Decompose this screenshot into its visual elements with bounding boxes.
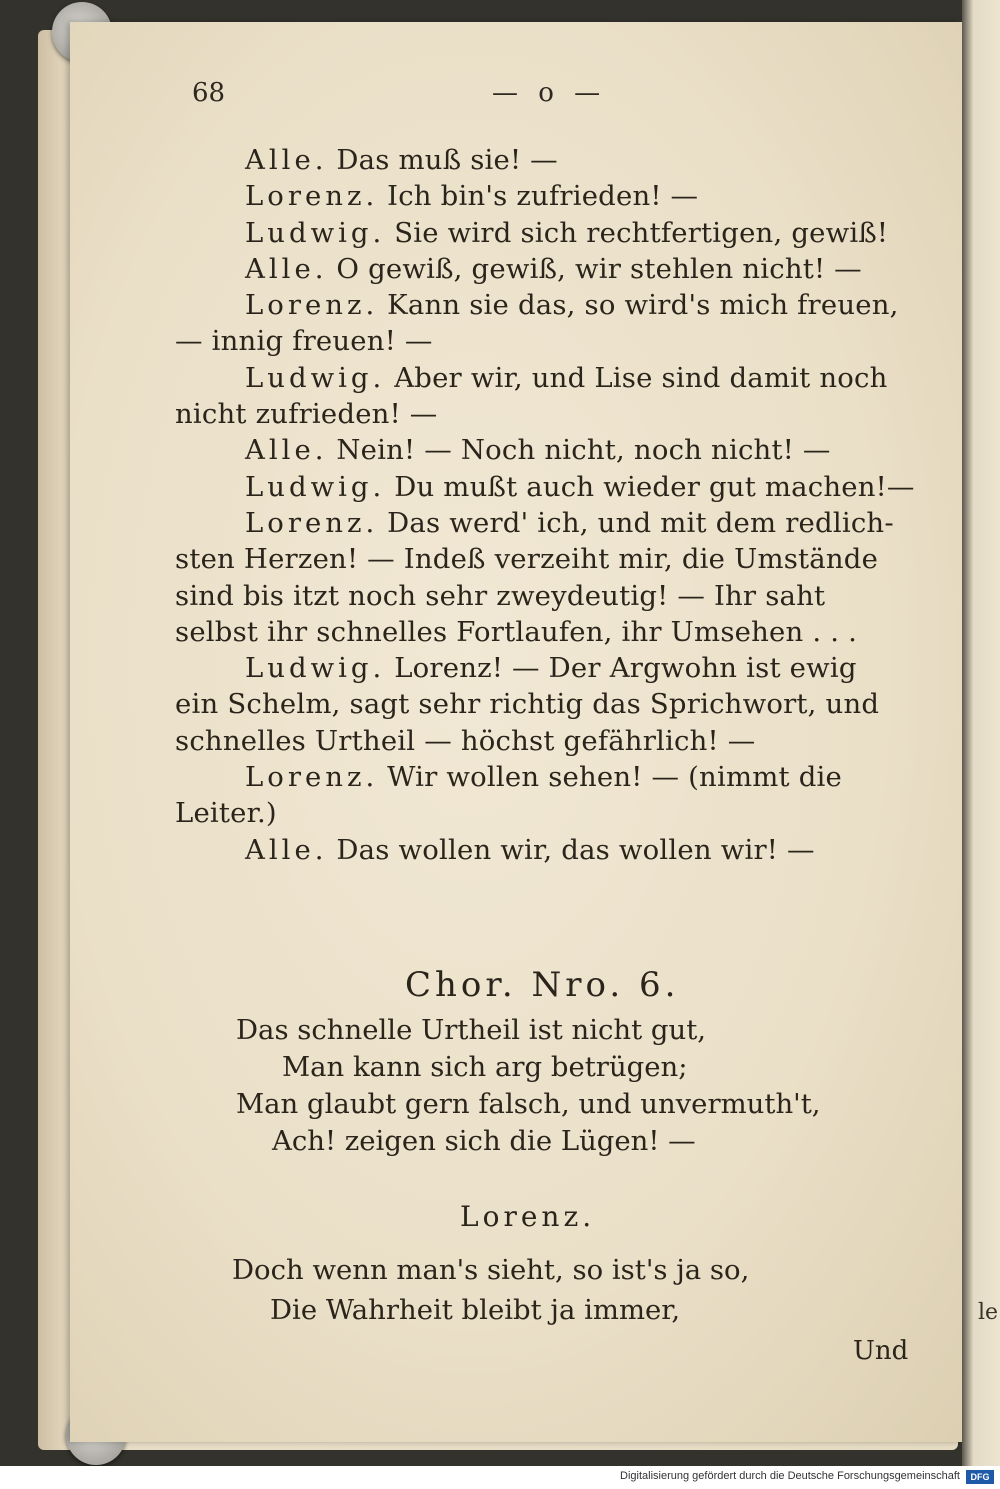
dialogue-text: ein Schelm, sagt sehr richtig das Sprichwort, und: [175, 688, 880, 721]
speaker-name: Lorenz.: [245, 289, 379, 322]
running-head: — o —: [492, 78, 607, 108]
song-speaker-heading: Lorenz.: [460, 1200, 596, 1233]
chor-heading: Chor. Nro. 6.: [405, 965, 680, 1005]
dialogue-line: [175, 432, 940, 468]
speaker-name: Lorenz.: [245, 506, 379, 539]
dialogue-line: [175, 578, 940, 614]
dialogue-line: [175, 396, 940, 432]
dialogue-text: Sie wird sich rechtfertigen, gewiß!: [385, 216, 889, 249]
dialogue-line: [175, 505, 940, 541]
dialogue-text: Du mußt auch wieder gut machen!—: [385, 470, 915, 503]
chor-verse: [236, 1012, 821, 1160]
verse-line: Man kann sich arg betrügen;: [282, 1051, 688, 1083]
verse-line: Doch wenn man's sieht, so ist's ja so,: [232, 1254, 750, 1286]
dialogue-line: [175, 686, 940, 722]
speaker-name: Lorenz.: [245, 180, 379, 213]
speaker-name: Ludwig.: [245, 470, 386, 503]
dialogue-text: Nein! — Noch nicht, noch nicht! —: [327, 434, 831, 467]
speaker-name: Ludwig.: [245, 361, 386, 394]
speaker-name: Alle.: [245, 144, 328, 176]
dialogue-line: [175, 215, 940, 251]
dialogue-text: schnelles Urtheil — höchst gefährlich! —: [175, 724, 756, 757]
dialogue-text: nicht zufrieden! —: [175, 398, 438, 431]
dialogue-line: [175, 178, 940, 214]
dialogue-text: Kann sie das, so wird's mich freuen,: [378, 289, 899, 322]
dialogue-line: [175, 723, 940, 759]
dialogue-line: [175, 251, 940, 287]
dialogue-text: sten Herzen! — Indeß verzeiht mir, die Umstände: [175, 543, 879, 576]
facing-page-fragment: le: [978, 1300, 999, 1325]
dialogue-text: Das wollen wir, das wollen wir! —: [327, 833, 815, 866]
dialogue-text: Leiter.): [175, 797, 277, 830]
dialogue-text: — innig freuen! —: [175, 325, 433, 358]
dialogue-line: [175, 469, 940, 505]
dialogue-line: [175, 323, 940, 359]
dialogue-line: [175, 287, 940, 323]
verse-line: Man glaubt gern falsch, und unvermuth't,: [236, 1088, 821, 1120]
dialogue-text: Das werd' ich, und mit dem redlich-: [378, 506, 894, 539]
verse-line: Das schnelle Urtheil ist nicht gut,: [236, 1014, 707, 1046]
dialogue-text: Aber wir, und Lise sind damit noch: [385, 361, 888, 394]
dialogue-line: [175, 360, 940, 396]
catchword: Und: [853, 1336, 909, 1366]
facing-page-edge: [962, 0, 1000, 1466]
speaker-name: Lorenz.: [245, 761, 379, 794]
dialogue-block: [175, 142, 940, 868]
speaker-name: Ludwig.: [245, 652, 386, 685]
speaker-name: Alle.: [245, 833, 328, 866]
speaker-name: Ludwig.: [245, 216, 386, 249]
dialogue-text: Lorenz! — Der Argwohn ist ewig: [385, 652, 857, 685]
dialogue-line: [175, 759, 940, 795]
verse-line: Ach! zeigen sich die Lügen! —: [272, 1125, 696, 1157]
lorenz-verse: [232, 1250, 749, 1330]
dialogue-text: Das muß sie! —: [327, 144, 558, 176]
dialogue-text: selbst ihr schnelles Fortlaufen, ihr Umsehen . . .: [175, 615, 858, 648]
page-number: 68: [192, 78, 226, 108]
speaker-name: Alle.: [245, 434, 328, 467]
dfg-logo: DFG: [966, 1470, 994, 1484]
dialogue-text: Ich bin's zufrieden! —: [378, 180, 699, 213]
verse-line: Die Wahrheit bleibt ja immer,: [270, 1294, 681, 1326]
dialogue-line: [175, 795, 940, 831]
dialogue-line: [175, 650, 940, 686]
dialogue-text: Wir wollen sehen! — (nimmt die: [378, 761, 842, 794]
dialogue-line: [175, 541, 940, 577]
dialogue-line: [175, 142, 940, 178]
funding-credit: Digitalisierung gefördert durch die Deutsche Forschungsgemeinschaft: [620, 1470, 960, 1482]
dialogue-line: [175, 832, 940, 868]
dialogue-text: O gewiß, gewiß, wir stehlen nicht! —: [327, 252, 862, 285]
speaker-name: Alle.: [245, 252, 328, 285]
footer-bar: [0, 1466, 1000, 1489]
page-header: [192, 78, 892, 118]
dialogue-line: [175, 614, 940, 650]
dialogue-text: sind bis itzt noch sehr zweydeutig! — Ihr saht: [175, 579, 826, 612]
